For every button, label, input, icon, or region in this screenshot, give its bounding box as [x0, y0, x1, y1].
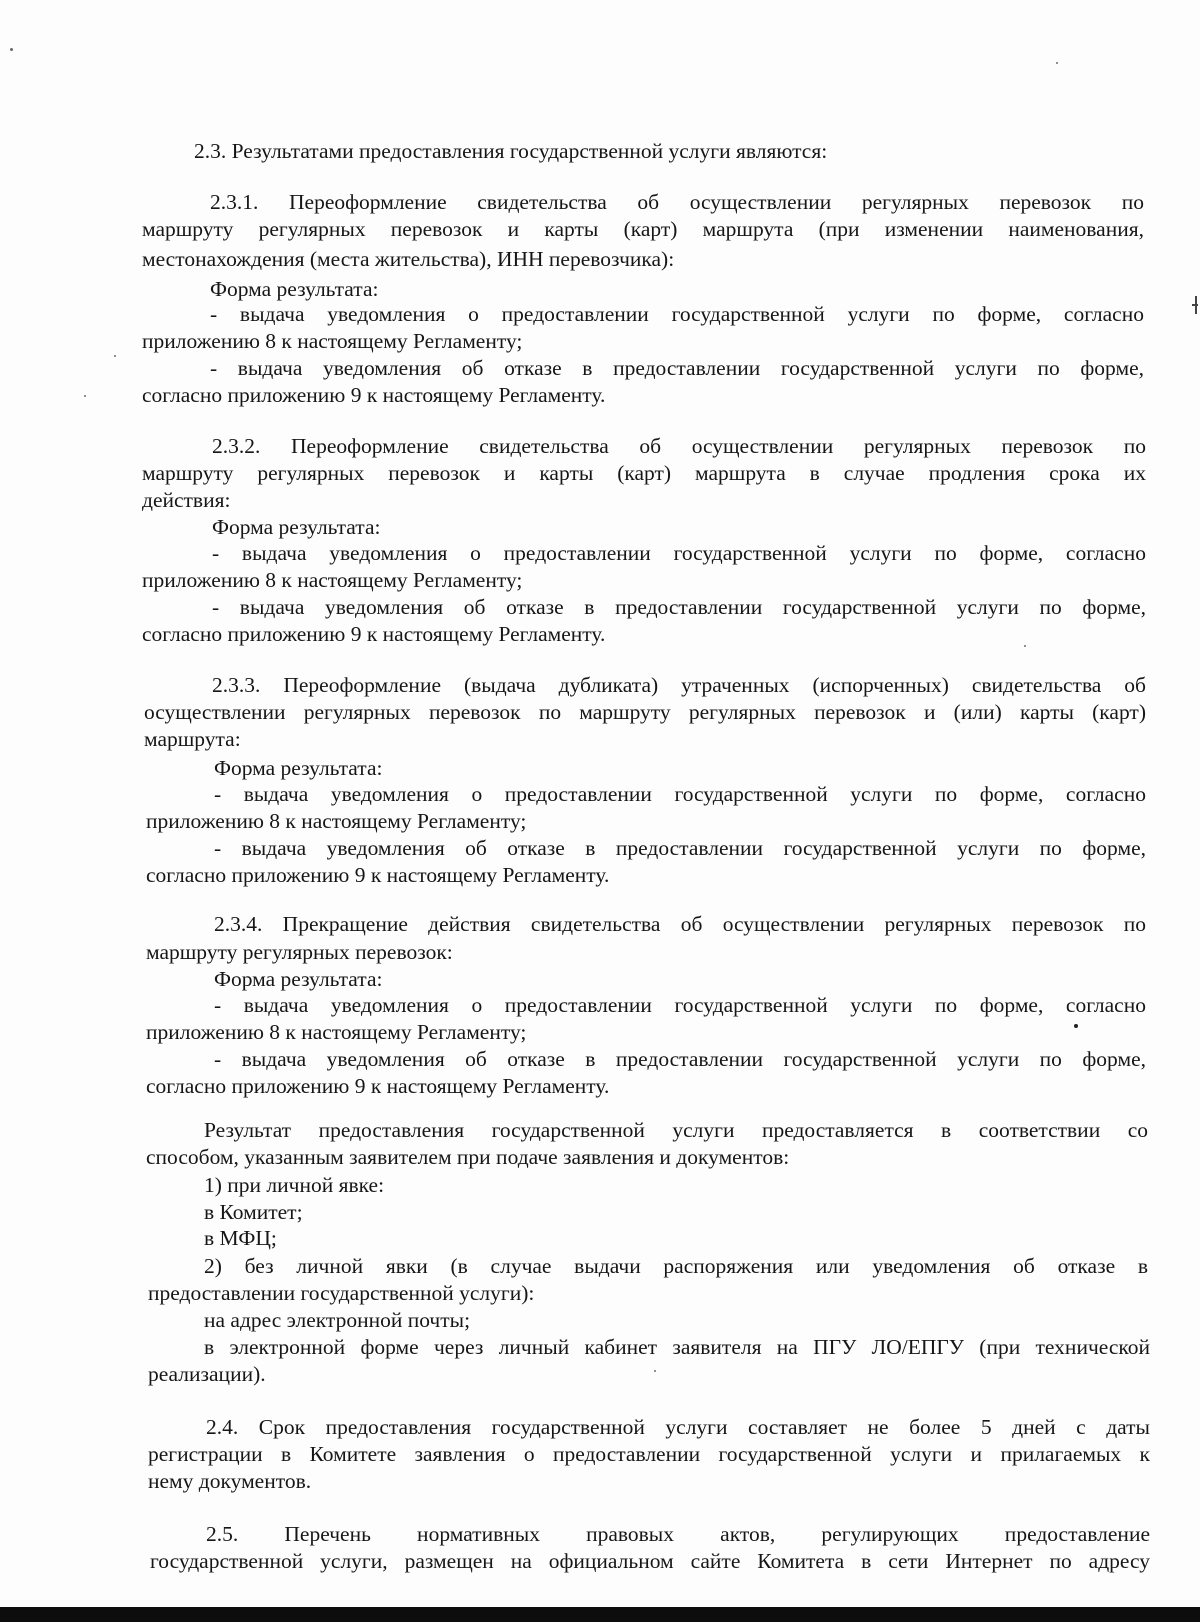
list-item-line: реализации).	[148, 1362, 266, 1386]
list-item-line: - выдача уведомления об отказе в предоставлении государственной услуги по форме,	[212, 595, 1146, 619]
scan-speck	[84, 395, 86, 397]
paragraph-line: местонахождения (места жительства), ИНН перевозчика):	[142, 247, 675, 271]
paragraph-line: способом, указанным заявителем при подаче заявления и документов:	[146, 1145, 790, 1169]
list-item-line: согласно приложению 9 к настоящему Регламенту.	[146, 1074, 610, 1098]
form-label: Форма результата:	[214, 967, 383, 991]
paragraph-line: нему документов.	[148, 1469, 312, 1493]
list-item-line: 1) при личной явке:	[204, 1173, 385, 1197]
scan-speck	[1074, 1024, 1078, 1028]
list-item-line: в электронной форме через личный кабинет заявителя на ПГУ ЛО/ЕПГУ (при технической	[204, 1335, 1150, 1359]
scan-speck	[654, 1370, 656, 1372]
list-item-line: - выдача уведомления о предоставлении государственной услуги по форме, согласно	[214, 782, 1146, 806]
form-label: Форма результата:	[214, 756, 383, 780]
paragraph-line: 2.3.4. Прекращение действия свидетельства об осуществлении регулярных перевозок по	[214, 912, 1146, 936]
list-item-line: - выдача уведомления об отказе в предоставлении государственной услуги по форме,	[210, 356, 1144, 380]
list-item-line: в МФЦ;	[204, 1226, 277, 1250]
list-item-line: - выдача уведомления об отказе в предоставлении государственной услуги по форме,	[214, 1047, 1146, 1071]
paragraph-line: 2.3.2. Переоформление свидетельства об осуществлении регулярных перевозок по	[212, 434, 1146, 458]
list-item-line: 2) без личной явки (в случае выдачи распоряжения или уведомления об отказе в	[204, 1254, 1148, 1278]
section-heading: 2.3. Результатами предоставления государственной услуги являются:	[194, 139, 828, 163]
paragraph-line: маршруту регулярных перевозок и карты (карт) маршрута в случае продления срока их	[142, 461, 1146, 485]
list-item-line: - выдача уведомления о предоставлении государственной услуги по форме, согласно	[210, 302, 1144, 326]
list-item-line: - выдача уведомления о предоставлении государственной услуги по форме, согласно	[212, 541, 1146, 565]
scan-speck	[1024, 645, 1026, 647]
list-item-line: - выдача уведомления об отказе в предоставлении государственной услуги по форме,	[214, 836, 1146, 860]
scan-edge-mark	[1195, 296, 1197, 314]
form-label: Форма результата:	[210, 277, 379, 301]
list-item-line: согласно приложению 9 к настоящему Регламенту.	[146, 863, 610, 887]
scan-speck	[1056, 62, 1058, 64]
form-label: Форма результата:	[212, 515, 381, 539]
list-item-line: на адрес электронной почты;	[204, 1308, 471, 1332]
list-item-line: предоставлении государственной услуги):	[148, 1281, 535, 1305]
list-item-line: согласно приложению 9 к настоящему Регламенту.	[142, 622, 606, 646]
list-item-line: приложению 8 к настоящему Регламенту;	[146, 1020, 527, 1044]
list-item-line: - выдача уведомления о предоставлении государственной услуги по форме, согласно	[214, 993, 1146, 1017]
list-item-line: в Комитет;	[204, 1200, 303, 1224]
paragraph-line: 2.3.1. Переоформление свидетельства об осуществлении регулярных перевозок по	[210, 190, 1144, 214]
scan-bottom-edge	[0, 1607, 1200, 1622]
paragraph-line: государственной услуги, размещен на официальном сайте Комитета в сети Интернет по адресу	[150, 1549, 1150, 1573]
paragraph-line: осуществлении регулярных перевозок по маршруту регулярных перевозок и (или) карты (карт)	[144, 700, 1146, 724]
paragraph-line: маршрута:	[144, 727, 241, 751]
scan-speck	[10, 48, 13, 51]
list-item-line: приложению 8 к настоящему Регламенту;	[142, 329, 523, 353]
paragraph-line: 2.3.3. Переоформление (выдача дубликата) утраченных (испорченных) свидетельства об	[212, 673, 1146, 697]
paragraph-line: маршруту регулярных перевозок и карты (карт) маршрута (при изменении наименования,	[142, 217, 1144, 241]
paragraph-line: Результат предоставления государственной услуги предоставляется в соответствии со	[204, 1118, 1148, 1142]
paragraph-line: 2.4. Срок предоставления государственной услуги составляет не более 5 дней с даты	[206, 1415, 1150, 1439]
paragraph-line: маршруту регулярных перевозок:	[146, 940, 453, 964]
paragraph-line: регистрации в Комитете заявления о предоставлении государственной услуги и прилагаемых к	[148, 1442, 1150, 1466]
scan-speck	[114, 355, 116, 357]
paragraph-line: действия:	[142, 488, 231, 512]
list-item-line: приложению 8 к настоящему Регламенту;	[146, 809, 527, 833]
list-item-line: согласно приложению 9 к настоящему Регламенту.	[142, 383, 606, 407]
paragraph-line: 2.5. Перечень нормативных правовых актов, регулирующих предоставление	[206, 1522, 1150, 1546]
list-item-line: приложению 8 к настоящему Регламенту;	[142, 568, 523, 592]
